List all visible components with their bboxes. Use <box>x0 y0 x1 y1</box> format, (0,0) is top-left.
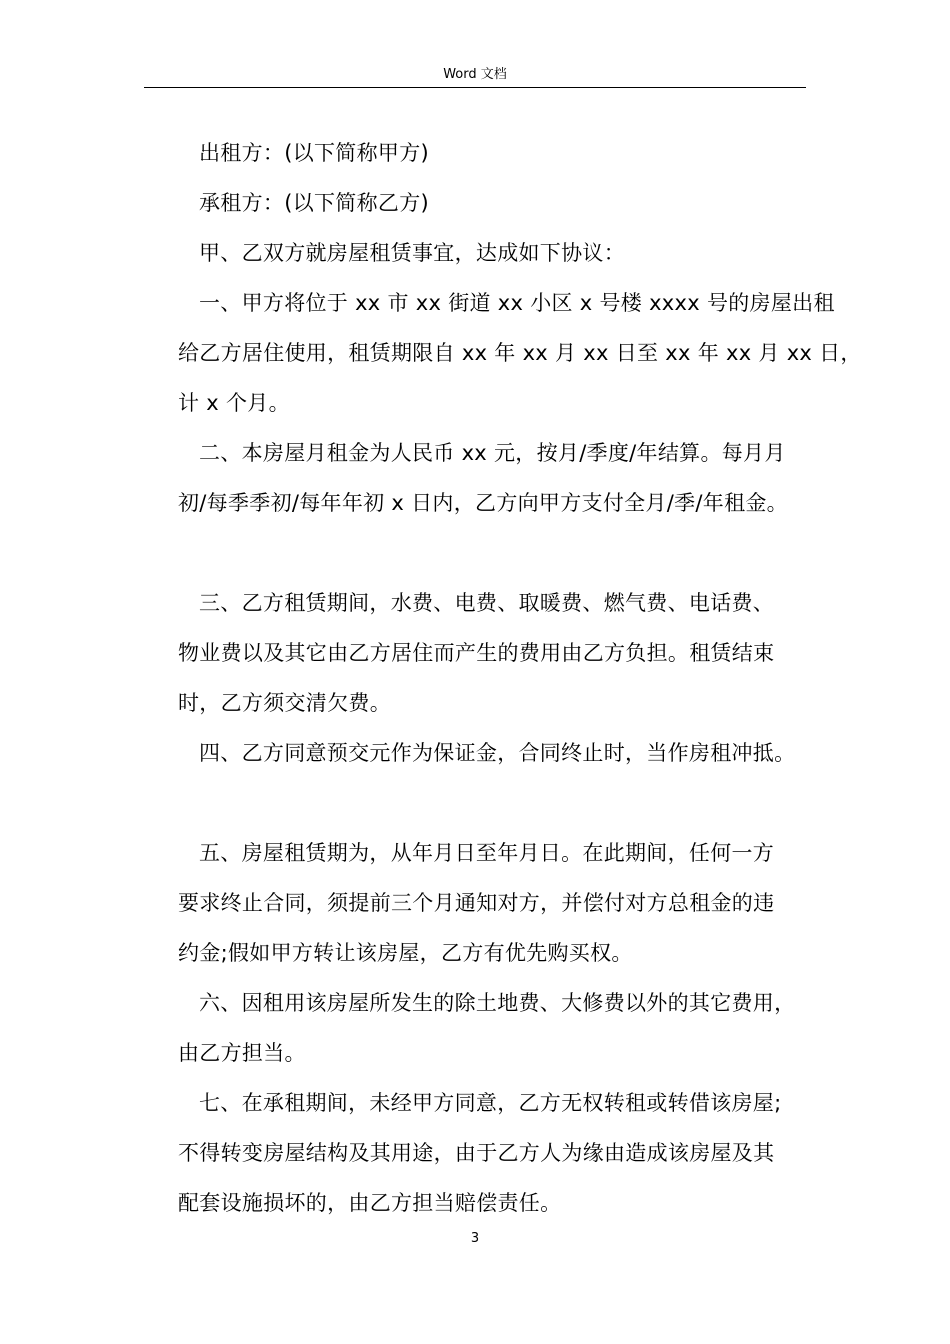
clause-6-line-2: 由乙方担当。 <box>178 1041 306 1065</box>
clause-3-line-1: 三、乙方租赁期间，水费、电费、取暖费、燃气费、电话费、 <box>199 591 775 615</box>
clause-6-line-1: 六、因租用该房屋所发生的除土地费、大修费以外的其它费用， <box>199 991 796 1015</box>
clause-4-line-1: 四、乙方同意预交元作为保证金，合同终止时，当作房租冲抵。 <box>199 741 796 765</box>
lessor-line: 出租方：(以下简称甲方) <box>199 141 429 165</box>
page-header-title: Word 文档 <box>443 67 507 82</box>
agreement-intro: 甲、乙双方就房屋租赁事宜，达成如下协议： <box>199 241 625 265</box>
clause-7-line-3: 配套设施损坏的，由乙方担当赔偿责任。 <box>178 1191 562 1215</box>
clause-2-line-1: 二、本房屋月租金为人民币 xx 元，按月/季度/年结算。每月月 <box>199 441 786 465</box>
clause-5-line-1: 五、房屋租赁期为，从年月日至年月日。在此期间，任何一方 <box>199 841 775 865</box>
clause-2-line-2: 初/每季季初/每年年初 x 日内，乙方向甲方支付全月/季/年租金。 <box>178 491 788 515</box>
document-body <box>178 128 862 1228</box>
clause-7-line-2: 不得转变房屋结构及其用途，由于乙方人为缘由造成该房屋及其 <box>178 1141 775 1165</box>
page-number: 3 <box>470 1231 480 1246</box>
clause-1-line-2: 给乙方居住使用，租赁期限自 xx 年 xx 月 xx 日至 xx 年 xx 月 xx 日， <box>178 341 862 365</box>
clause-3-line-2: 物业费以及其它由乙方居住而产生的费用由乙方负担。租赁结束 <box>178 641 775 665</box>
lessee-line: 承租方：(以下简称乙方) <box>199 191 429 215</box>
header-divider <box>144 87 806 88</box>
paragraph-gap <box>178 528 818 578</box>
clause-5-line-3: 约金;假如甲方转让该房屋，乙方有优先购买权。 <box>178 941 633 965</box>
clause-3-line-3: 时，乙方须交清欠费。 <box>178 691 391 715</box>
paragraph-gap <box>178 778 818 828</box>
clause-5-line-2: 要求终止合同，须提前三个月通知对方，并偿付对方总租金的违 <box>178 891 775 915</box>
clause-7-line-1: 七、在承租期间，未经甲方同意，乙方无权转租或转借该房屋; <box>199 1091 782 1115</box>
clause-1-line-1: 一、甲方将位于 xx 市 xx 街道 xx 小区 x 号楼 xxxx 号的房屋出租 <box>199 291 835 315</box>
clause-1-line-3: 计 x 个月。 <box>178 391 290 415</box>
